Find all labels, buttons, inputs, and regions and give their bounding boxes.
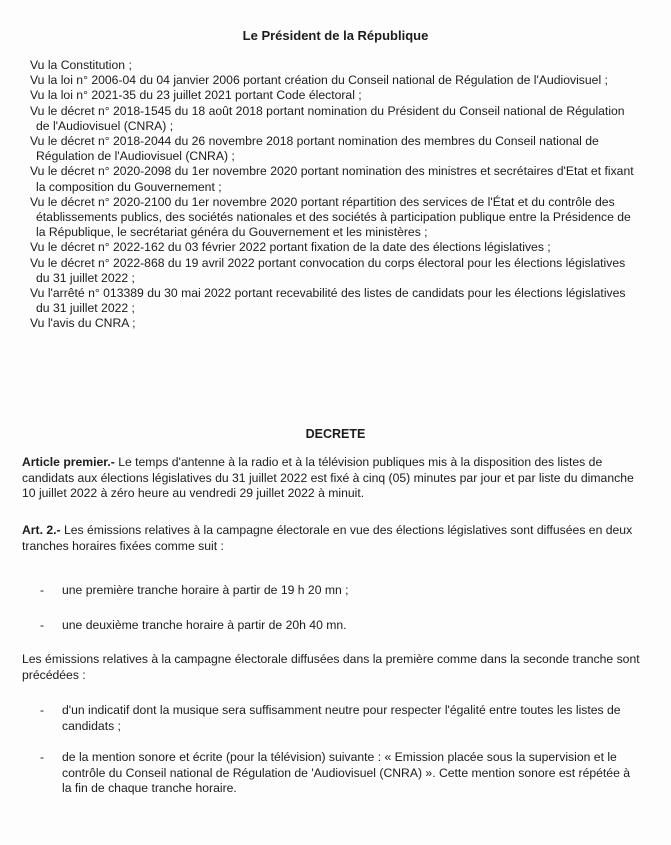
- precedee-text: de la mention sonore et écrite (pour la télévision) suivante : « Emission placée sous la supervision et le contrôle du Conseil national de Régulation de 'Audiovisuel (CNRA) ». Cette mention sonore est répétée à la fin de chaque tranche horaire.: [62, 750, 631, 795]
- article-2-head: Art. 2.-: [22, 523, 61, 537]
- visa-item: Vu le décret n° 2022-162 du 03 février 2022 portant fixation de la date des élections législatives ;: [30, 240, 551, 255]
- visa-item: Vu l'avis du CNRA ;: [30, 316, 136, 331]
- article-premier-text: Le temps d'antenne à la radio et à la télévision publiques mis à la disposition des listes de candidats aux élections législatives du 31 juillet 2022 est fixé à cinq (05) minutes par jour et par liste du dimanche 10 juillet 2022 à zéro heure au vendredi 29 juillet 2022 à minuit.: [22, 455, 634, 500]
- visa-item: Vu le décret n° 2018-2044 du 26 novembre 2018 portant nomination des membres du Conseil national de Régulation de l'Audiovisuel (CNRA) ;: [30, 134, 599, 164]
- visa-item: Vu le décret n° 2022-868 du 19 avril 2022 portant convocation du corps électoral pour les élections législatives du 31 juillet 2022 ;: [30, 255, 626, 285]
- tranche-item: [40, 583, 640, 599]
- visa-item: Vu la loi n° 2021-35 du 23 juillet 2021 portant Code électoral ;: [30, 88, 362, 103]
- precedee-text: d'un indicatif dont la musique sera suffisamment neutre pour respecter l'égalité entre toutes les listes de candidats ;: [62, 703, 621, 733]
- article-premier: [22, 455, 642, 502]
- article-2: [22, 523, 642, 554]
- dash-marker: -: [40, 583, 45, 597]
- visa-item: Vu le décret n° 2018-1545 du 18 août 2018 portant nomination du Président du Conseil national de Régulation de l'Audiovisuel (CNRA) ;: [30, 103, 625, 133]
- tranche-text: une première tranche horaire à partir de 19 h 20 mn ;: [62, 583, 349, 597]
- dash-marker: -: [40, 618, 45, 632]
- tranche-text: une deuxième tranche horaire à partir de 20h 40 mn.: [62, 618, 347, 632]
- visa-item: Vu l'arrêté n° 013389 du 30 mai 2022 portant recevabilité des listes de candidats pour les élections législatives du 31 juillet 2022 ;: [30, 286, 626, 316]
- document-title: Le Président de la République: [242, 28, 429, 43]
- precedee-item: [40, 750, 640, 797]
- visas-list: [30, 58, 640, 332]
- visa-item: Vu la loi n° 2006-04 du 04 janvier 2006 portant création du Conseil national de Régulation de l'Audiovisuel ;: [30, 73, 608, 88]
- dash-marker: -: [40, 703, 45, 717]
- dash-marker: -: [40, 750, 45, 764]
- visa-item: Vu la Constitution ;: [30, 58, 132, 72]
- decrete-heading: DECRETE: [305, 427, 366, 441]
- article-premier-head: Article premier.-: [22, 455, 115, 469]
- tranche-item: [40, 618, 640, 634]
- visa-item: Vu le décret n° 2020-2098 du 1er novembre 2020 portant nomination des ministres et secrétaires d'Etat et fixant la composition du Gouvernement ;: [30, 164, 634, 194]
- precedees-intro: Les émissions relatives à la campagne électorale diffusées dans la première comme dans la seconde tranche sont précédées :: [22, 652, 640, 682]
- precedee-item: [40, 703, 640, 734]
- article-2-text: Les émissions relatives à la campagne électorale en vue des élections législatives sont diffusées en deux tranches horaires fixées comme suit :: [22, 523, 633, 553]
- visa-item: Vu le décret n° 2020-2100 du 1er novembre 2020 portant répartition des services de l'État et du contrôle des établissements publics, des sociétés nationales et des sociétés à participation publique entre la Présidence de la République, le secrétariat généra du Gouvernement et les ministères ;: [30, 194, 631, 240]
